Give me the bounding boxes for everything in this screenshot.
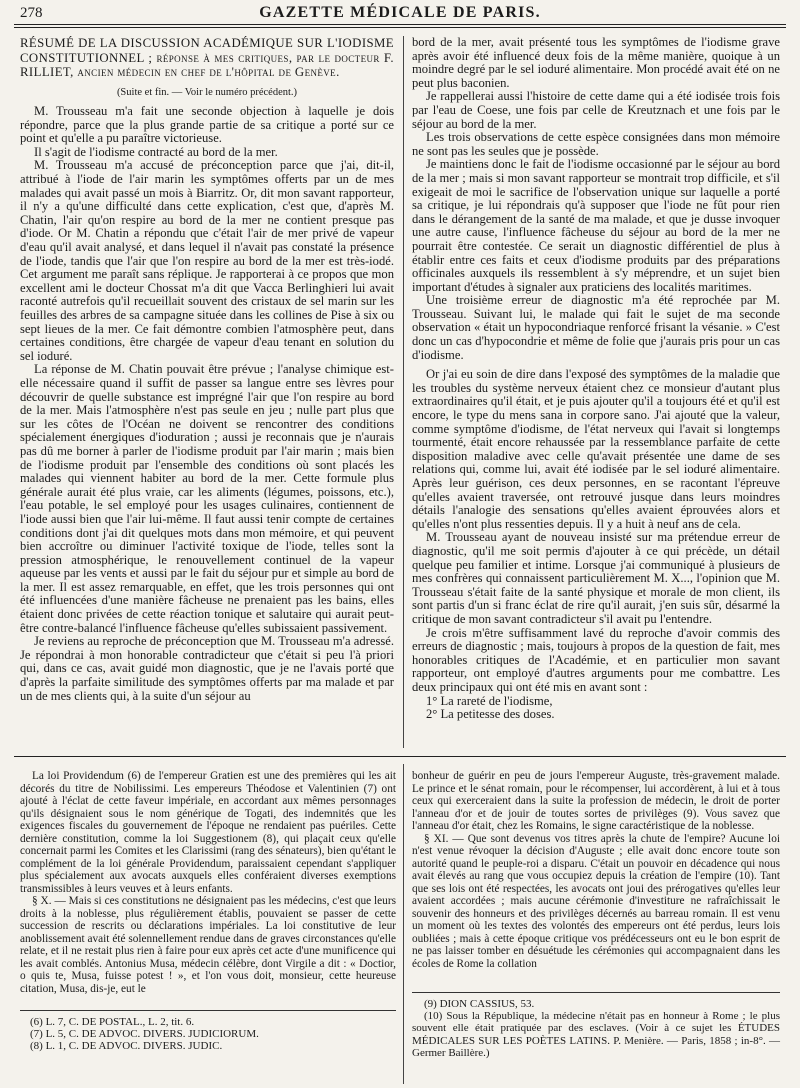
notes-rule [412,992,780,993]
article-column-right [412,36,780,748]
article-column-left [20,36,394,748]
article-paragraph: La réponse de M. Chatin pouvait être prévue ; l'analyse chimique est-elle nécessaire quand il suffit de passer sa langue entre ses lèvres pour découvrir de quelle substance est imprégné l'air que l'on respire au bord de la mer. Mais l'atmosphère n'est pas seule en jeu ; nulle part plus que sur les côtes de l'Océan ne doivent se rencontrer des conditions spécialement énergiques d'ioduration ; aussi je reconnais que je n'aurais pas dû me borner à parler de l'iodisme produit par l'air marin ; mais bien de l'iodisme produit par l'ensemble des conditions où sont placés les malades qui viennent habiter au bord de la mer. Cette formule plus générale aurait été plus vraie, car les aliments (légumes, poissons, etc.), l'eau potable, le sel employé pour les usages culinaires, contiennent de l'iode aussi bien que l'air lui-même. Il faut aussi tenir compte de certaines conditions dont j'ai dit quelques mots dans mon mémoire, et qui peuvent bien accroître ou diminuer l'activité toxique de l'iode, telles sont la pression atmosphérique, le renouvellement continuel de la vapeur aqueuse par les vents et aussi par le fait du séjour pur et simple au bord de la mer. Il est assez remarquable, en effet, que les trois personnes qui ont été influencées d'une manière fâcheuse ne prenaient pas les bains, elles étaient donc privées de cette réaction tonique et salutaire qui aurait peut-être contre-balancé l'influence fâcheuse qu'elles subissaient passivement. [20,362,394,635]
feuilleton-paragraph: § XI. — Que sont devenus vos titres après la chute de l'empire? Aucune loi n'est venue révoquer la décision d'Auguste ; elle avait donc encore toute son autorité quand le peuple-roi a disparu. C'était un pouvoir en décadence qui nous avait élevés au rang que vous occupiez depuis la création de l'empire (10). Tant que ses lois ont été respectées, les avocats ont joui des prérogatives qu'elles leur avaient accordées ; mais aucune cérémonie d'investiture ne rafraîchissait le souvenir des honneurs et des privilèges décernés au barreau romain. Il est venu un moment où les textes des volontés des empereurs ont été perdus, leurs lois oubliées ; mais à cette époque critique vos prédécesseurs ont eu le bon esprit de ne pas laisser tomber en désuétude les cérémonies qui accompagnaient dans les écoles de Rome la collation [412,832,780,970]
feuilleton-paragraph: La loi Providendum (6) de l'empereur Gratien est une des premières qui les ait décorés du titre de Nobilissimi. Les empereurs Théodose et Valentinien (7) ont ajouté à l'éclat de cette faveur impériale, en accordant aux mêmes personnages qu'ils désignaient sous le nom générique de Togati, des indemnités que les exigences fiscales du gouvernement de l'époque ne rendaient pas puériles. Cette dernière constitution, comme la loi Suggestionem (8), qui plaçait ceux qu'elle concernait parmi les Comites et les Clarissimi (rang des sénateurs), bien qu'étant le complément de la loi générale Providendum, paraissaient cependant s'appliquer plus spécialement aux avocats auxquels elles conféraient diverses exemptions transmissibles à leurs veuves et à leurs enfants. [20,770,396,895]
page-header [14,2,786,24]
list-item: 1° La rareté de l'iodisme, [426,693,553,708]
feuilleton-paragraph: § X. — Mais si ces constitutions ne désignaient pas les médecins, c'est que leurs droits à la noblesse, plus régulièrement établis, pouvaient se passer de cette succession de rescrits ou déclarations impériales. La loi constitutive de leur anoblissement avait été solennellement rendue dans de graves circonstances qu'elle relate, et il ne restait plus rien à faire pour eux après cet acte d'une munificence qui les avait comblés. Antonius Musa, médecin célèbre, dont Virgile a dit : « Doctior, o quis te, Musa, fuisse potest ! », et l'on vous doit, monsieur, cette heureuse citation, Musa, dis-je, eut le [20,895,396,995]
footnote: (10) Sous la République, la médecine n'était pas en honneur à Rome ; le plus souvent elle était pratiquée par des esclaves. (Voir à ce sujet les ÉTUDES MÉDICALES SUR LES POÈTES LATINS. P. Menière. — Paris, 1858 ; in-8°. — Germer Baillère.) [412,1010,780,1059]
footnote: (6) L. 7, C. DE POSTAL., L. 2, tit. 6. [30,1016,195,1028]
article-paragraph: bord de la mer, avait présenté tous les symptômes de l'iodisme grave après avoir été influencé deux fois de la même manière, quoique à un moindre degré par le sel ioduré alimentaire. Mon procédé avait été on ne peut plus baconien. [412,36,780,90]
article-paragraph: M. Trousseau m'a accusé de préconception parce que j'ai, dit-il, attribué à l'iode de l'air marin les symptômes offerts par un de mes malades qui avait passé un mois à Biarritz. Or, dit mon savant rapporteur, il n'y a qu'une difficulté dans cette explication, c'est que, d'après M. Chatin, l'air qu'on respire au bord de la mer ne contient presque pas d'iode. Or M. Chatin a répondu que c'était l'air de mer privé de vapeur d'eau qu'il avait analysé, et dans lequel il n'avait pas constaté la présence de l'iode, tandis que l'air que l'on respire au bord de la mer est très-iodé. Cet argument me paraît sans réplique. Je rapporterai à ce propos que mon excellent ami le docteur Chossat m'a dit que Vacca Berlinghieri lui avait raconté autrefois qu'il recueillait souvent des cristaux de sel marin sur les feuilles des arbres de sa campagne située dans les collines de Pise à six ou sept lieues de la mer. Ce fait démontre combien l'atmosphère peut, dans certaines conditions, être chargée de vapeur d'eau tenant en solution du sel ioduré. [20,158,394,363]
article-paragraph: Il s'agit de l'iodisme contracté au bord de la mer. [34,144,278,159]
article-title: RÉSUMÉ DE LA DISCUSSION ACADÉMIQUE SUR L'IODISME CONSTITUTIONNEL ; réponse à mes critiques, par le docteur F. RILLIET, ancien médecin en chef de l'hôpital de Genève. [20,36,394,79]
notes-rule [20,1010,396,1011]
footnote: (9) DION CASSIUS, 53. [424,998,535,1010]
feuilleton-column-left [20,770,396,1002]
journal-title: GAZETTE MÉDICALE DE PARIS. [259,4,541,21]
article-paragraph: Je rappellerai aussi l'histoire de cette dame qui a été iodisée trois fois par l'eau de Coese, une fois par celle de Kreutznach et une fois par le séjour au bord de la mer. [412,89,780,131]
article-paragraph: M. Trousseau m'a fait une seconde objection à laquelle je dois répondre, parce que la plus grande partie de sa critique a porté sur ce point et qu'elle a pu paraître victorieuse. [20,104,394,146]
footnote: (8) L. 1, C. DE ADVOC. DIVERS. JUDIC. [30,1040,223,1053]
footnote: (7) L. 5, C. DE ADVOC. DIVERS. JUDICIORUM. [30,1028,259,1041]
footnotes-left [30,1016,396,1053]
article-paragraph: Une troisième erreur de diagnostic m'a été reprochée par M. Trousseau. Suivant lui, le malade qui fait le sujet de ma seconde observation « était un hypocondriaque renforcé frisant la vésanie. » C'est donc un cas d'hypocondrie et même de folie que j'aurais pris pour un cas d'iodisme. [412,293,780,362]
article-paragraph: Je reviens au reproche de préconception que M. Trousseau m'a adressé. Je répondrai à mon honorable contradicteur que c'était si peu l'à priori qui, dans ce cas, avait guidé mon diagnostic, que je ne l'avais porté que d'après la parfaite similitude des symptômes offerts par ma malade et par un de mes clients qui, à la suite d'un séjour au [20,634,394,703]
article-paragraph: Or j'ai eu soin de dire dans l'exposé des symptômes de la maladie que les troubles du système nerveux étaient chez ce monsieur d'autant plus extraordinaires qu'il était, et je puis ajouter qu'il a toujours été et qu'il est encore, le type du mens sana in corpore sano. J'ai ajouté que la valeur, comme symptôme d'iodisme, de l'état nerveux qui l'avait si longtemps tourmenté, était encore rehaussée par la ressemblance parfaite de cette disposition maladive avec celle qu'avait présentée une dame de ses relations qui, comme lui, avait été iodisée par le sel ioduré alimentaire. Après leur guérison, ces deux personnes, en se racontant l'épreuve qu'elles avaient traversée, ont retrouvé jusque dans leurs moindres détails l'analogie des sensations qu'elles avaient éprouvées alors et qu'elles n'ont plus ressenties depuis. Il y a huit à neuf ans de cela. [412,367,780,531]
article-paragraph: Je maintiens donc le fait de l'iodisme occasionné par le séjour au bord de la mer ; mais si mon savant rapporteur se montrait trop difficile, et s'il exigeait de moi le sacrifice de l'observation unique sur laquelle a porté sa critique, je lui répondrais qu'à supposer que l'iode ne fût pour rien dans le dérangement de la santé de ma malade, et que je dusse invoquer une autre cause, l'influence fâcheuse du séjour au bord de la mer ne pourrait être contestée. Ce serait un diagnostic différentiel de plus à établir entre ces faits et ceux d'iodisme produits par des préparations officinales auxquels ils ressemblent à s'y méprendre, et un sujet bien important d'études à signaler aux praticiens des localités maritimes. [412,157,780,294]
feuilleton-paragraph: bonheur de guérir en peu de jours l'empereur Auguste, très-gravement malade. Le prince et le sénat romain, pour le récompenser, lui accordèrent, à lui et à tous ceux qui exerceraient dans la suite la profession de médecin, le droit de porter l'anneau d'or et de jouir de toutes sortes de privilèges (9). Vous savez que l'anneau d'or était, chez les Romains, le signe caractéristique de la noblesse. [412,770,780,832]
page-number: 278 [20,5,43,21]
article-paragraph: M. Trousseau ayant de nouveau insisté sur ma prétendue erreur de diagnostic, qu'il me soit permis d'ajouter à ce qui précède, un détail quelque peu familier et intime. Lorsque j'ai communiqué à plusieurs de mes confrères qui connaissent particulièrement M. X..., l'opinion que M. Trousseau s'était faite de la santé physique et morale de mon client, ils sont partis d'un si franc éclat de rire qu'il aurait, j'en suis sûr, désarmé la critique de mon savant contradicteur s'il avait pu l'entendre. [412,530,780,626]
feuilleton-column-right [412,770,780,984]
feuilleton-column-divider [403,764,404,1084]
article-paragraph: Je crois m'être suffisamment lavé du reproche d'avoir commis des erreurs de diagnostic ; mais, toujours à propos de la question de fait, mes honorables critiques de l'Académie, et en particulier mon savant rapporteur, ont employé d'autres arguments pour me combattre. Les deux principaux qui ont été mis en avant sont : [412,625,780,694]
article-paragraph: Les trois observations de cette espèce consignées dans mon mémoire ne sont pas les seules que je possède. [412,130,780,158]
list-item: 2° La petitesse des doses. [426,707,555,722]
footnotes-right [412,998,780,1059]
feuilleton-separator [14,756,786,757]
continuation-note: (Suite et fin. — Voir le numéro précédent.) [116,86,298,98]
header-rule [14,24,786,28]
column-divider [403,36,404,748]
